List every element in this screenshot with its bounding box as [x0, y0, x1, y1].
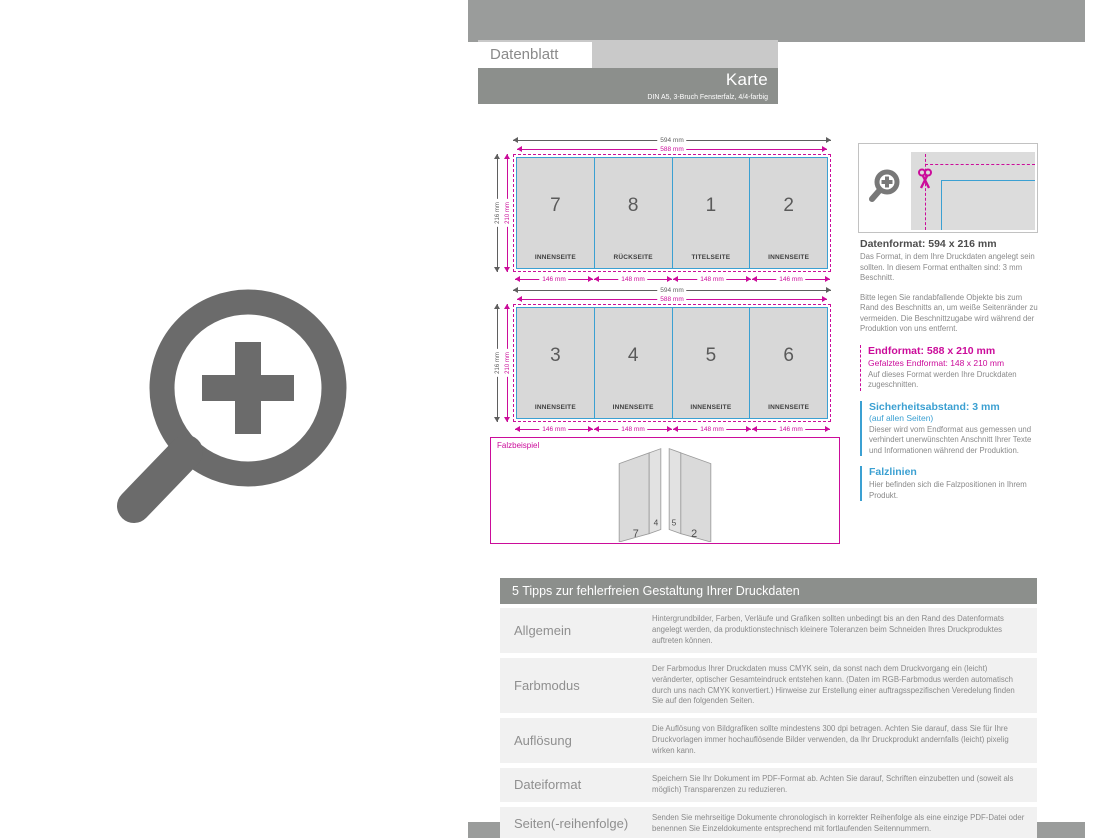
magnifier-plus-icon [867, 168, 903, 212]
diagram1-panel-8 [595, 158, 673, 268]
tip-text: Speichern Sie Ihr Dokument im PDF-Format ab. Achten Sie darauf, Schriften einzubetten und (soweit als möglich) Transparenzen zu reduzieren. [652, 774, 1014, 794]
diagram2-card [513, 304, 831, 422]
panel-number: 6 [783, 345, 794, 367]
panel-number: 5 [705, 345, 717, 367]
datenformat-title: Datenformat: 594 x 216 mm [860, 238, 997, 250]
magnifier-plus-icon[interactable] [100, 278, 360, 555]
bleed-line-horizontal [925, 164, 1035, 165]
tip-label: Seiten(-reihenfolge) [514, 816, 629, 832]
panel-number: 1 [705, 195, 717, 217]
page-top-band [468, 0, 1085, 42]
safety-title: Sicherheitsabstand: 3 mm [869, 400, 1000, 413]
svg-text:5: 5 [671, 517, 677, 528]
tip-text: Senden Sie mehrseitige Dokumente chronologisch in korrekter Reihenfolge als eine einzige PDF-Datei oder benennen Sie Einzeldokumente entsprechend mit fortlaufenden Seitennummern. [652, 812, 1025, 833]
panel-number: 3 [550, 345, 561, 367]
diagram2-panel-3 [517, 308, 595, 418]
diagram1-width-seg4: 146 mm [752, 276, 830, 283]
tip-text: Der Farbmodus Ihrer Druckdaten muss CMYK sein, da sonst nach dem Druckvorgang ein (leicht) veränderter, optischer Gesamteindruck entstehen kann. (Daten im RGB-Farbmodus werden automatisch durch uns nach CMYK konvertiert.) Hinweise zur Erstellung einer auftragsspezifischen Veredelung finden Sie auf den folgenden Seiten. [652, 663, 1015, 706]
safety-body: Dieser wird vom Endformat aus gemessen und verhindert unerwünschten Anschnitt Ihrer Texte und Informationen während der Produktion. [869, 424, 1032, 455]
bleed-note: Bitte legen Sie randabfallende Objekte bis zum Rand des Beschnitts an, um weiße Seitenränder zu vermeiden. Die Beschnittzugabe wird während der Produktion von uns entfernt. [860, 292, 1038, 334]
page-title: Karte [725, 70, 768, 89]
panel-caption: INNENSEITE [534, 404, 576, 411]
diagram2-dim-594: 594 mm [513, 287, 831, 294]
diagram1-dim-594: 594 mm [513, 137, 831, 144]
table-row [500, 658, 1037, 714]
tip-label: Farbmodus [514, 678, 580, 694]
diagram1-dim-216: 216 mm [494, 154, 501, 272]
diagram1-width-seg1: 146 mm [515, 276, 593, 283]
sidebar-info [860, 238, 1038, 501]
endformat-line-horizontal [941, 180, 1035, 181]
diagram1-panel-2 [750, 158, 827, 268]
diagram2-dim-588: 588 mm [517, 296, 827, 303]
safety-sub: (auf allen Seiten) [869, 412, 934, 423]
tip-text: Hintergrundbilder, Farben, Verläufe und Grafiken sollten unbedingt bis an den Rand des Datenformats angelegt werden, da produktionstechnisch kleinere Toleranzen beim Schneiden Ihres Druckproduktes auftreten können. [652, 614, 1004, 645]
svg-text:2: 2 [691, 528, 698, 540]
falzbeispiel-label: Falzbeispiel [497, 441, 540, 450]
panel-number: 7 [550, 195, 561, 217]
falzlinien-title: Falzlinien [869, 466, 917, 479]
datenblatt-tab: Datenblatt [478, 42, 592, 68]
bleed-line-vertical [925, 154, 926, 230]
tips-header: 5 Tipps zur fehlerfreien Gestaltung Ihrer Druckdaten [500, 578, 1037, 604]
diagram1-panel-1 [673, 158, 751, 268]
diagram1-dim-588: 588 mm [517, 146, 827, 153]
diagram1-panel-7 [517, 158, 595, 268]
panel-caption: INNENSEITE [534, 254, 576, 261]
panel-caption: TITELSEITE [691, 254, 731, 261]
diagram2-panel-5 [673, 308, 751, 418]
tip-label: Auflösung [514, 733, 572, 749]
page-subtitle: DIN A5, 3-Bruch Fensterfalz, 4/4-farbig [647, 94, 768, 101]
panel-caption: INNENSEITE [768, 254, 810, 261]
panel-caption: INNENSEITE [612, 404, 654, 411]
diagram2-width-seg1: 146 mm [515, 426, 593, 433]
endformat-line-vertical [941, 180, 942, 230]
datasheet-page [468, 0, 1085, 838]
diagram1-width-seg2: 148 mm [594, 276, 672, 283]
diagram2-width-seg3: 148 mm [673, 426, 751, 433]
tips-table [500, 608, 1037, 838]
table-row [500, 768, 1037, 802]
diagram2-dim-216: 216 mm [494, 304, 501, 422]
tip-label: Allgemein [514, 622, 572, 638]
table-row [500, 807, 1037, 838]
diagram2-dim-210: 210 mm [504, 304, 511, 422]
panel-caption: INNENSEITE [690, 404, 732, 411]
endformat-block [860, 345, 1038, 391]
endformat-title: Endformat: 588 x 210 mm [868, 344, 996, 357]
endformat-body: Auf dieses Format werden Ihre Druckdaten zugeschnitten. [868, 369, 1017, 390]
diagram2-panel-4 [595, 308, 673, 418]
falzlinien-block [860, 466, 1038, 501]
panel-number: 8 [627, 195, 639, 217]
diagram2-panel-6 [750, 308, 827, 418]
panel-caption: RÜCKSEITE [613, 254, 653, 261]
table-row [500, 608, 1037, 653]
diagram2-width-seg4: 146 mm [752, 426, 830, 433]
svg-text:7: 7 [632, 528, 639, 540]
endformat-sub: Gefalztes Endformat: 148 x 210 mm [868, 357, 1005, 368]
diagram1-width-seg3: 148 mm [673, 276, 751, 283]
table-row [500, 718, 1037, 763]
page-corner-illustration [911, 152, 1035, 230]
product-header-bar [478, 68, 778, 104]
svg-text:4: 4 [653, 517, 659, 528]
panel-number: 4 [627, 345, 639, 367]
datenformat-body: Das Format, in dem Ihre Druckdaten angelegt sein sollten. In diesem Format enthalten sind: 3 mm Beschnitt. [860, 252, 1035, 283]
diagram1-card [513, 154, 831, 272]
diagram2-width-seg2: 148 mm [594, 426, 672, 433]
falzlinien-body: Hier befinden sich die Falzpositionen in Ihrem Produkt. [869, 480, 1027, 500]
tip-text: Die Auflösung von Bildgrafiken sollte mindestens 300 dpi betragen. Achten Sie darauf, dass Sie für Ihre Druckvorlagen immer hochauflösende Bilder verwenden, da Ihr Druckprodukt andernfalls (leicht) pixelig wirken kann. [652, 724, 1009, 756]
folded-card-illustration [585, 442, 745, 542]
panel-caption: INNENSEITE [768, 404, 810, 411]
diagram1-dim-210: 210 mm [504, 154, 511, 272]
panel-number: 2 [783, 195, 794, 217]
bleed-detail-box [858, 143, 1038, 233]
tip-label: Dateiformat [514, 777, 582, 793]
scissors-icon [917, 168, 933, 190]
falzbeispiel-box [490, 437, 840, 544]
safety-block [860, 401, 1038, 457]
